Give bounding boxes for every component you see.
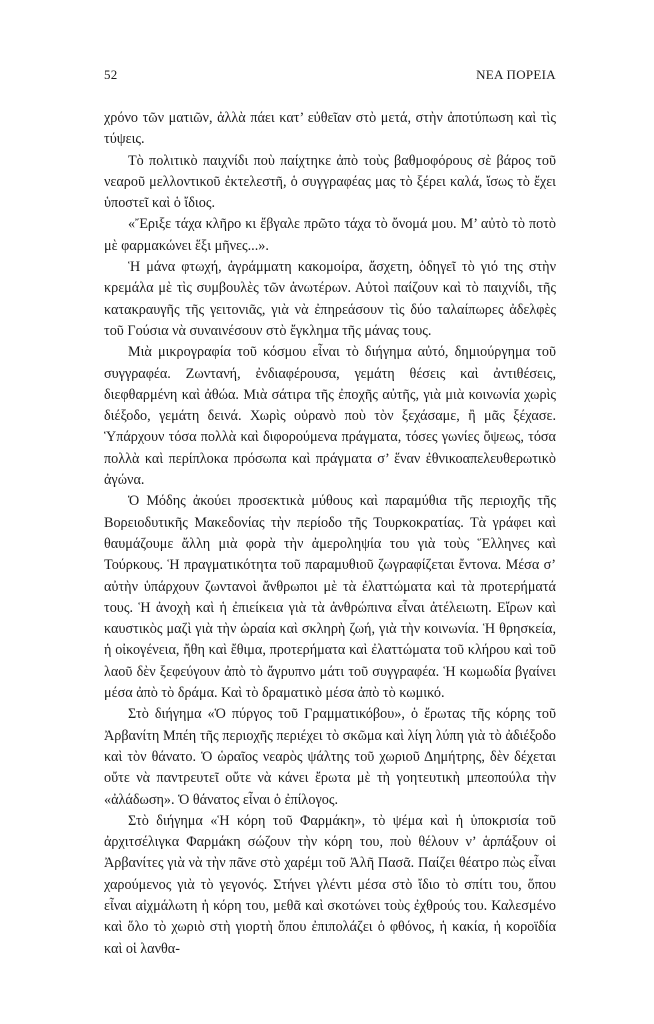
paragraph-quote: «Ἔριξε τάχα κλῆρο κι ἔβγαλε πρῶτο τάχα τὸ ὄνομά μου. Μ’ αὐτὸ τὸ ποτὸ μὲ φαρμακώνει ἕξι μῆνες...». [104, 216, 556, 254]
book-page [104, 64, 556, 960]
paragraph: Μιὰ μικρογραφία τοῦ κόσμου εἶναι τὸ διήγημα αὐτό, δημιούργημα τοῦ συγγραφέα. Ζωντανή, ἐνδιαφέρουσα, γεμάτη θέσεις καὶ ἀντιθέσεις, διεφθαρμένη καὶ ἀθώα. Μιὰ σάτιρα τῆς ἐποχῆς αὐτῆς, γιὰ μιὰ κοινωνία χωρὶς διέξοδο, γεμάτη δεινά. Χωρὶς οὐρανὸ ποὺ τὸν ξεχάσαμε, ἢ μᾶς ξέχασε. Ὑπάρχουν τόσα πολλὰ καὶ διφορούμενα πράγματα, τόσες γωνίες ὄψεως, τόσα πολλὰ καὶ περίπλοκα πρόσωπα καὶ πράγματα σ’ ἕναν ἐθνικοαπελευθερωτικὸ ἀγώνα. [104, 344, 556, 489]
body-text [104, 108, 556, 960]
paragraph: Ἡ μάνα φτωχή, ἀγράμματη κακομοίρα, ἄσχετη, ὁδηγεῖ τὸ γιό της στὴν κρεμάλα μὲ τὶς συμβουλὲς τῶν ἀνωτέρων. Αὐτοὶ παίζουν καὶ τὸ παιχνίδι, τῆς κατακραυγῆς τῆς γειτονιᾶς, γιὰ νὰ ἐπηρεάσουν τὶς δύο ταλαίπωρες ἀδελφὲς τοῦ Γούσια νὰ συναινέσουν στὸ ἔγκλημα τῆς μάνας τους. [104, 259, 556, 339]
paragraph: Ὁ Μόδης ἀκούει προσεκτικὰ μύθους καὶ παραμύθια τῆς περιοχῆς τῆς Βορειοδυτικῆς Μακεδονίας τὴν περίοδο τῆς Τουρκοκρατίας. Τὰ γράφει καὶ θαυμάζουμε ἄλλη μιὰ φορὰ τὴν ἀμεροληψία του γιὰ τοὺς Ἕλληνες καὶ Τούρκους. Ἡ πραγματικότητα τοῦ παραμυθιοῦ ζωγραφίζεται ἔντονα. Μέσα σ’ αὐτὴν ὑπάρχουν ζωντανοὶ ἄνθρωποι μὲ τὰ ἐλαττώματα καὶ τὰ προτερήματά τους. Ἡ ἀνοχὴ καὶ ἡ ἐπιείκεια γιὰ τὰ ἀνθρώπινα εἶναι ἀτέλειωτη. Εἴρων καὶ καυστικὸς μαζὶ γιὰ τὴν ὡραία καὶ σκληρὴ ζωή, γιὰ τὴν κοινωνία. Ἡ θρησκεία, ἡ οἰκογένεια, ἤθη καὶ ἔθιμα, προτερήματα καὶ ἐλαττώματα τοῦ κλήρου καὶ τοῦ λαοῦ δὲν ξεφεύγουν ἀπὸ τὸ ἄγρυπνο μάτι τοῦ συγγραφέα. Ἡ κωμωδία βγαίνει μέσα ἀπὸ τὸ δράμα. Καὶ τὸ δραματικὸ μέσα ἀπὸ τὸ κωμικό. [104, 493, 556, 702]
running-head [104, 64, 556, 86]
paragraph-continuation: χρόνο τῶν ματιῶν, ἀλλὰ πάει κατ’ εὐθεῖαν στὸ μετά, στὴν ἀποτύπωση καὶ τὶς τύψεις. [104, 110, 556, 148]
paragraph: Στὸ διήγημα «Ἡ κόρη τοῦ Φαρμάκη», τὸ ψέμα καὶ ἡ ὑποκρισία τοῦ ἀρχιτσέλιγκα Φαρμάκη σώζουν τὴν κόρη του, ποὺ θέλουν ν’ ἁρπάξουν οἱ Ἀρβανίτες γιὰ νὰ τὴν πᾶνε στὸ χαρέμι τοῦ Ἀλῆ Πασᾶ. Παίζει θέατρο πὼς εἶναι χαρούμενος γιὰ τὸ γεγονός. Στήνει γλέντι μέσα στὸ ἴδιο τὸ σπίτι του, ὅπου εἶναι αἰχμάλωτη ἡ κόρη του, μεθᾶ καὶ σκοτώνει τοὺς ἐχθρούς του. Καλεσμένο καὶ ὅλο τὸ χωριὸ στὴ γιορτὴ ὅπου ἐπιπολάζει ὁ φθόνος, ἡ κακία, ἡ κοροϊδία καὶ οἱ λανθα- [104, 812, 556, 957]
paragraph: Τὸ πολιτικὸ παιχνίδι ποὺ παίχτηκε ἀπὸ τοὺς βαθμοφόρους σὲ βάρος τοῦ νεαροῦ μελλοντικοῦ ἐκτελεστῆ, ὁ συγγραφέας μας τὸ ξέρει καλά, ἴσως τὸ ἔχει ὑποστεῖ καὶ ὁ ἴδιος. [104, 152, 556, 212]
paragraph: Στὸ διήγημα «Ὁ πύργος τοῦ Γραμματικόβου», ὁ ἔρωτας τῆς κόρης τοῦ Ἀρβανίτη Μπέη τῆς περιοχῆς περιέχει τὸ σκῶμα καὶ λίγη λύπη γιὰ τὸ ἀδιέξοδο καὶ τὸν θάνατο. Ὁ ὡραῖος νεαρὸς ψάλτης τοῦ χωριοῦ Δημήτρης, δὲν δέχεται οὔτε νὰ παντρευτεῖ οὔτε νὰ κάνει ἔρωτα μὲ τὴ γοητευτικὴ μπεοπούλα τὴν «ἀλάδωση». Ὁ θάνατος εἶναι ὁ ἐπίλογος. [104, 706, 556, 808]
page-number: 52 [104, 67, 118, 82]
running-title: ΝΕΑ ΠΟΡΕΙΑ [476, 67, 556, 82]
